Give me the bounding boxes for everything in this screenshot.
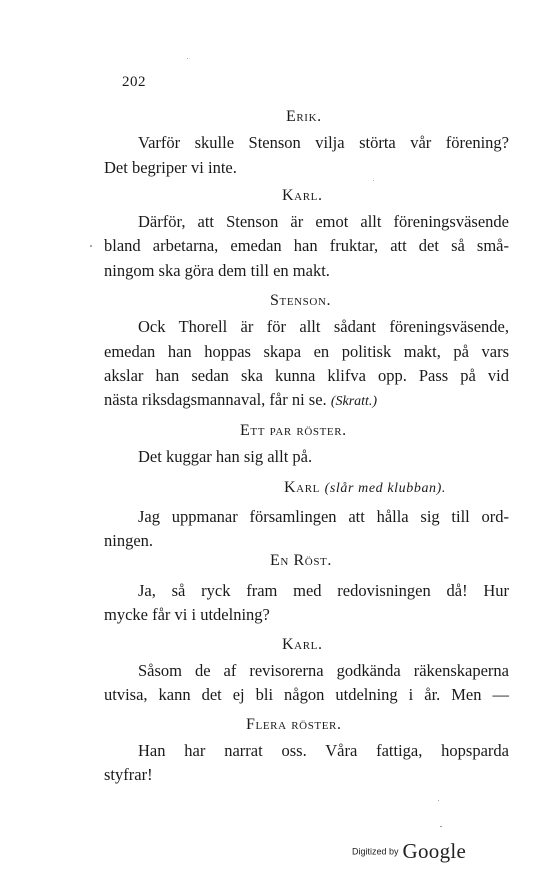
speaker-en-rost: En Röst. <box>270 552 332 569</box>
speaker-stenson: Stenson. <box>270 292 332 309</box>
speaker-name: Karl <box>284 479 320 496</box>
speaker-karl-stage <box>284 479 446 497</box>
dialogue-line: Det begriper vi inte. <box>104 158 237 177</box>
dialogue-line: Ja, så ryck fram med redovisningen då! Hur <box>138 581 509 600</box>
speaker-flera-roster: Flera röster. <box>246 716 342 733</box>
scan-speck <box>187 58 188 59</box>
scan-speck <box>373 180 374 181</box>
dialogue-line: Han har narrat oss. Våra fattiga, hopsparda <box>138 741 509 760</box>
stage-direction: (Skratt.) <box>330 394 378 409</box>
dialogue-line: ningom ska göra dem till en makt. <box>104 261 330 280</box>
stage-direction: (slår med klubban). <box>324 481 447 496</box>
scan-speck <box>438 800 439 801</box>
speaker-erik: Erik. <box>286 108 322 125</box>
dialogue-line: styfrar! <box>104 765 153 784</box>
page-number: 202 <box>122 74 146 90</box>
speaker-karl: Karl. <box>282 187 323 204</box>
dialogue-line: Varför skulle Stenson vilja störta vår förening? <box>138 133 509 152</box>
dialogue-line: utvisa, kann det ej bli någon utdelning i år. Men — <box>104 685 509 704</box>
dialogue-line: Såsom de af revisorerna godkända räkenskaperna <box>138 661 509 680</box>
digitized-by-google-watermark <box>352 839 466 864</box>
scan-speck <box>440 826 442 827</box>
dialogue-text: nästa riksdagsmannaval, får ni se. <box>104 390 327 409</box>
digitized-by-label: Digitized by <box>352 846 399 857</box>
speaker-ett-par-roster: Ett par röster. <box>240 422 347 439</box>
dialogue-line: mycke får vi i utdelning? <box>104 605 270 624</box>
dialogue-line <box>104 390 509 412</box>
dialogue-line: Det kuggar han sig allt på. <box>138 447 313 466</box>
dialogue-line: ningen. <box>104 531 154 550</box>
dialogue-line: bland arbetarna, emedan han fruktar, att det så små- <box>104 236 509 255</box>
scan-speck <box>90 245 92 247</box>
google-logo: Google <box>402 839 467 863</box>
dialogue-line: Därför, att Stenson är emot allt föreningsväsende <box>138 212 509 231</box>
speaker-karl: Karl. <box>282 636 323 653</box>
dialogue-line: Jag uppmanar församlingen att hålla sig till ord- <box>138 507 509 526</box>
dialogue-line: akslar han sedan ska kunna klifva opp. Pass på vid <box>104 366 509 385</box>
dialogue-line: Ock Thorell är för allt sådant föreningsväsende, <box>138 317 509 336</box>
dialogue-line: emedan han hoppas skapa en politisk makt, på vars <box>104 342 509 361</box>
